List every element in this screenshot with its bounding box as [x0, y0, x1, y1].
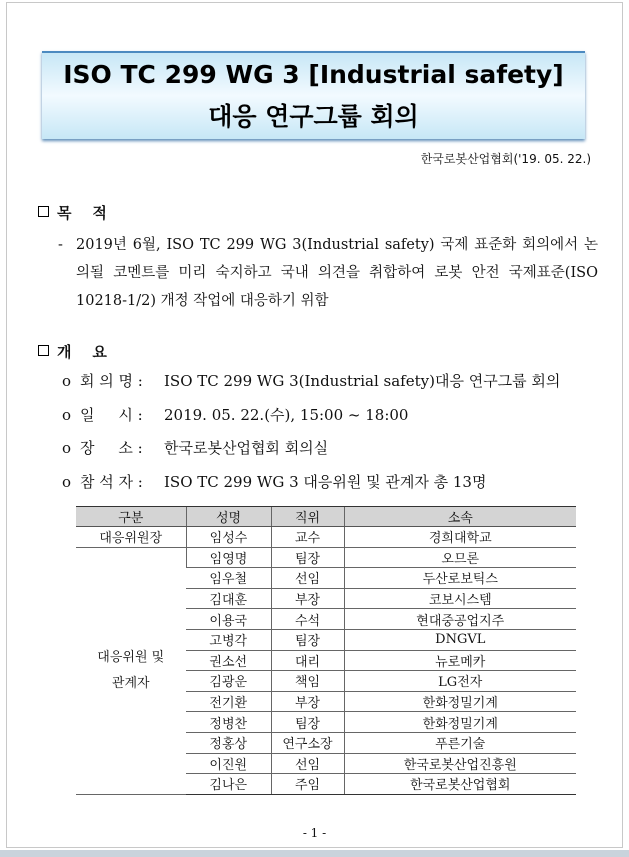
bullet: o: [62, 372, 72, 390]
cell-name: 김광운: [186, 671, 271, 692]
purpose-dash: -: [58, 237, 63, 253]
cell-org: 두산로보틱스: [344, 568, 576, 589]
cell-position: 책임: [271, 671, 344, 692]
purpose-paragraph: [58, 231, 598, 315]
cell-name: 이용국: [186, 609, 271, 630]
overview-heading: [38, 341, 107, 362]
attendee-table: [76, 506, 576, 795]
item-value: 2019. 05. 22.(수), 15:00 ~ 18:00: [164, 406, 409, 424]
item-value: 한국로봇산업협회 회의실: [164, 439, 329, 457]
cell-position: 교수: [271, 527, 344, 548]
purpose-heading: [38, 202, 107, 223]
title-banner: [42, 51, 585, 139]
overview-item-location: [62, 437, 328, 458]
group-chair: 대응위원장: [76, 527, 186, 548]
bullet: o: [62, 406, 72, 424]
purpose-text: 2019년 6월, ISO TC 299 WG 3(Industrial safety) 국제 표준화 회의에서 논의될 코멘트를 미리 숙지하고 국내 의견을 취합하여 로봇 안전 국제표준(ISO 10218-1/2) 개정 작업에 대응하기 위함: [76, 237, 598, 309]
cell-org: 경희대학교: [344, 527, 576, 548]
header-affiliation: 소속: [344, 507, 576, 527]
bullet: o: [62, 473, 72, 491]
overview-heading-text: 개 요: [57, 343, 107, 361]
cell-name: 고병각: [186, 629, 271, 650]
item-label: 참 석 자 :: [80, 473, 143, 491]
cell-org: 푸른기술: [344, 732, 576, 753]
cell-name: 임우철: [186, 568, 271, 589]
cell-org: 오므론: [344, 547, 576, 568]
cell-name: 정홍상: [186, 732, 271, 753]
cell-position: 선임: [271, 568, 344, 589]
cell-name: 정병찬: [186, 712, 271, 733]
checkbox-square-icon: [38, 345, 49, 356]
cell-position: 팀장: [271, 712, 344, 733]
cell-org: LG전자: [344, 671, 576, 692]
page-number: - 1 -: [302, 826, 327, 840]
item-label: 장 소 :: [80, 439, 143, 457]
cell-org: 코보시스템: [344, 588, 576, 609]
purpose-heading-text: 목 적: [57, 204, 107, 222]
cell-name: 김나은: [186, 774, 271, 795]
table-row: [76, 527, 576, 548]
overview-item-attendees: [62, 471, 486, 492]
item-label: 회 의 명 :: [80, 372, 143, 390]
header-position: 직위: [271, 507, 344, 527]
cell-org: 현대중공업지주: [344, 609, 576, 630]
cell-org: 한국로봇산업협회: [344, 774, 576, 795]
cell-org: 한화정밀기계: [344, 691, 576, 712]
organization-date: 한국로봇산업협회('19. 05. 22.): [420, 152, 591, 166]
cell-position: 부장: [271, 691, 344, 712]
cell-position: 선임: [271, 753, 344, 774]
item-value: ISO TC 299 WG 3(Industrial safety)대응 연구그룹 회의: [164, 372, 561, 390]
cell-position: 팀장: [271, 629, 344, 650]
checkbox-square-icon: [38, 206, 49, 217]
group-members-line2: 관계자: [111, 675, 150, 691]
cell-position: 연구소장: [271, 732, 344, 753]
cell-name: 권소선: [186, 650, 271, 671]
cell-org: 한국로봇산업진흥원: [344, 753, 576, 774]
header-name: 성명: [186, 507, 271, 527]
group-members-line1: 대응위원 및: [97, 649, 165, 665]
cell-name: 임영명: [186, 547, 271, 568]
title-line-1: ISO TC 299 WG 3 [Industrial safety]: [63, 60, 564, 89]
table-row: [76, 547, 576, 568]
cell-position: 대리: [271, 650, 344, 671]
bottom-status-bar: [0, 850, 629, 857]
cell-org: DNGVL: [344, 629, 576, 650]
item-label: 일 시 :: [80, 406, 143, 424]
overview-item-meeting-name: [62, 370, 560, 391]
cell-position: 부장: [271, 588, 344, 609]
cell-position: 주임: [271, 774, 344, 795]
cell-position: 수석: [271, 609, 344, 630]
bullet: o: [62, 439, 72, 457]
header-category: 구분: [76, 507, 186, 527]
cell-name: 이진원: [186, 753, 271, 774]
cell-name: 김대훈: [186, 588, 271, 609]
item-value: ISO TC 299 WG 3 대응위원 및 관계자 총 13명: [164, 473, 487, 491]
group-members: [76, 547, 186, 794]
cell-name: 임성수: [186, 527, 271, 548]
cell-org: 뉴로메카: [344, 650, 576, 671]
cell-org: 한화정밀기계: [344, 712, 576, 733]
overview-item-datetime: [62, 404, 408, 425]
cell-position: 팀장: [271, 547, 344, 568]
title-line-2: 대응 연구그룹 회의: [208, 102, 419, 131]
table-header-row: [76, 507, 576, 527]
cell-name: 전기환: [186, 691, 271, 712]
